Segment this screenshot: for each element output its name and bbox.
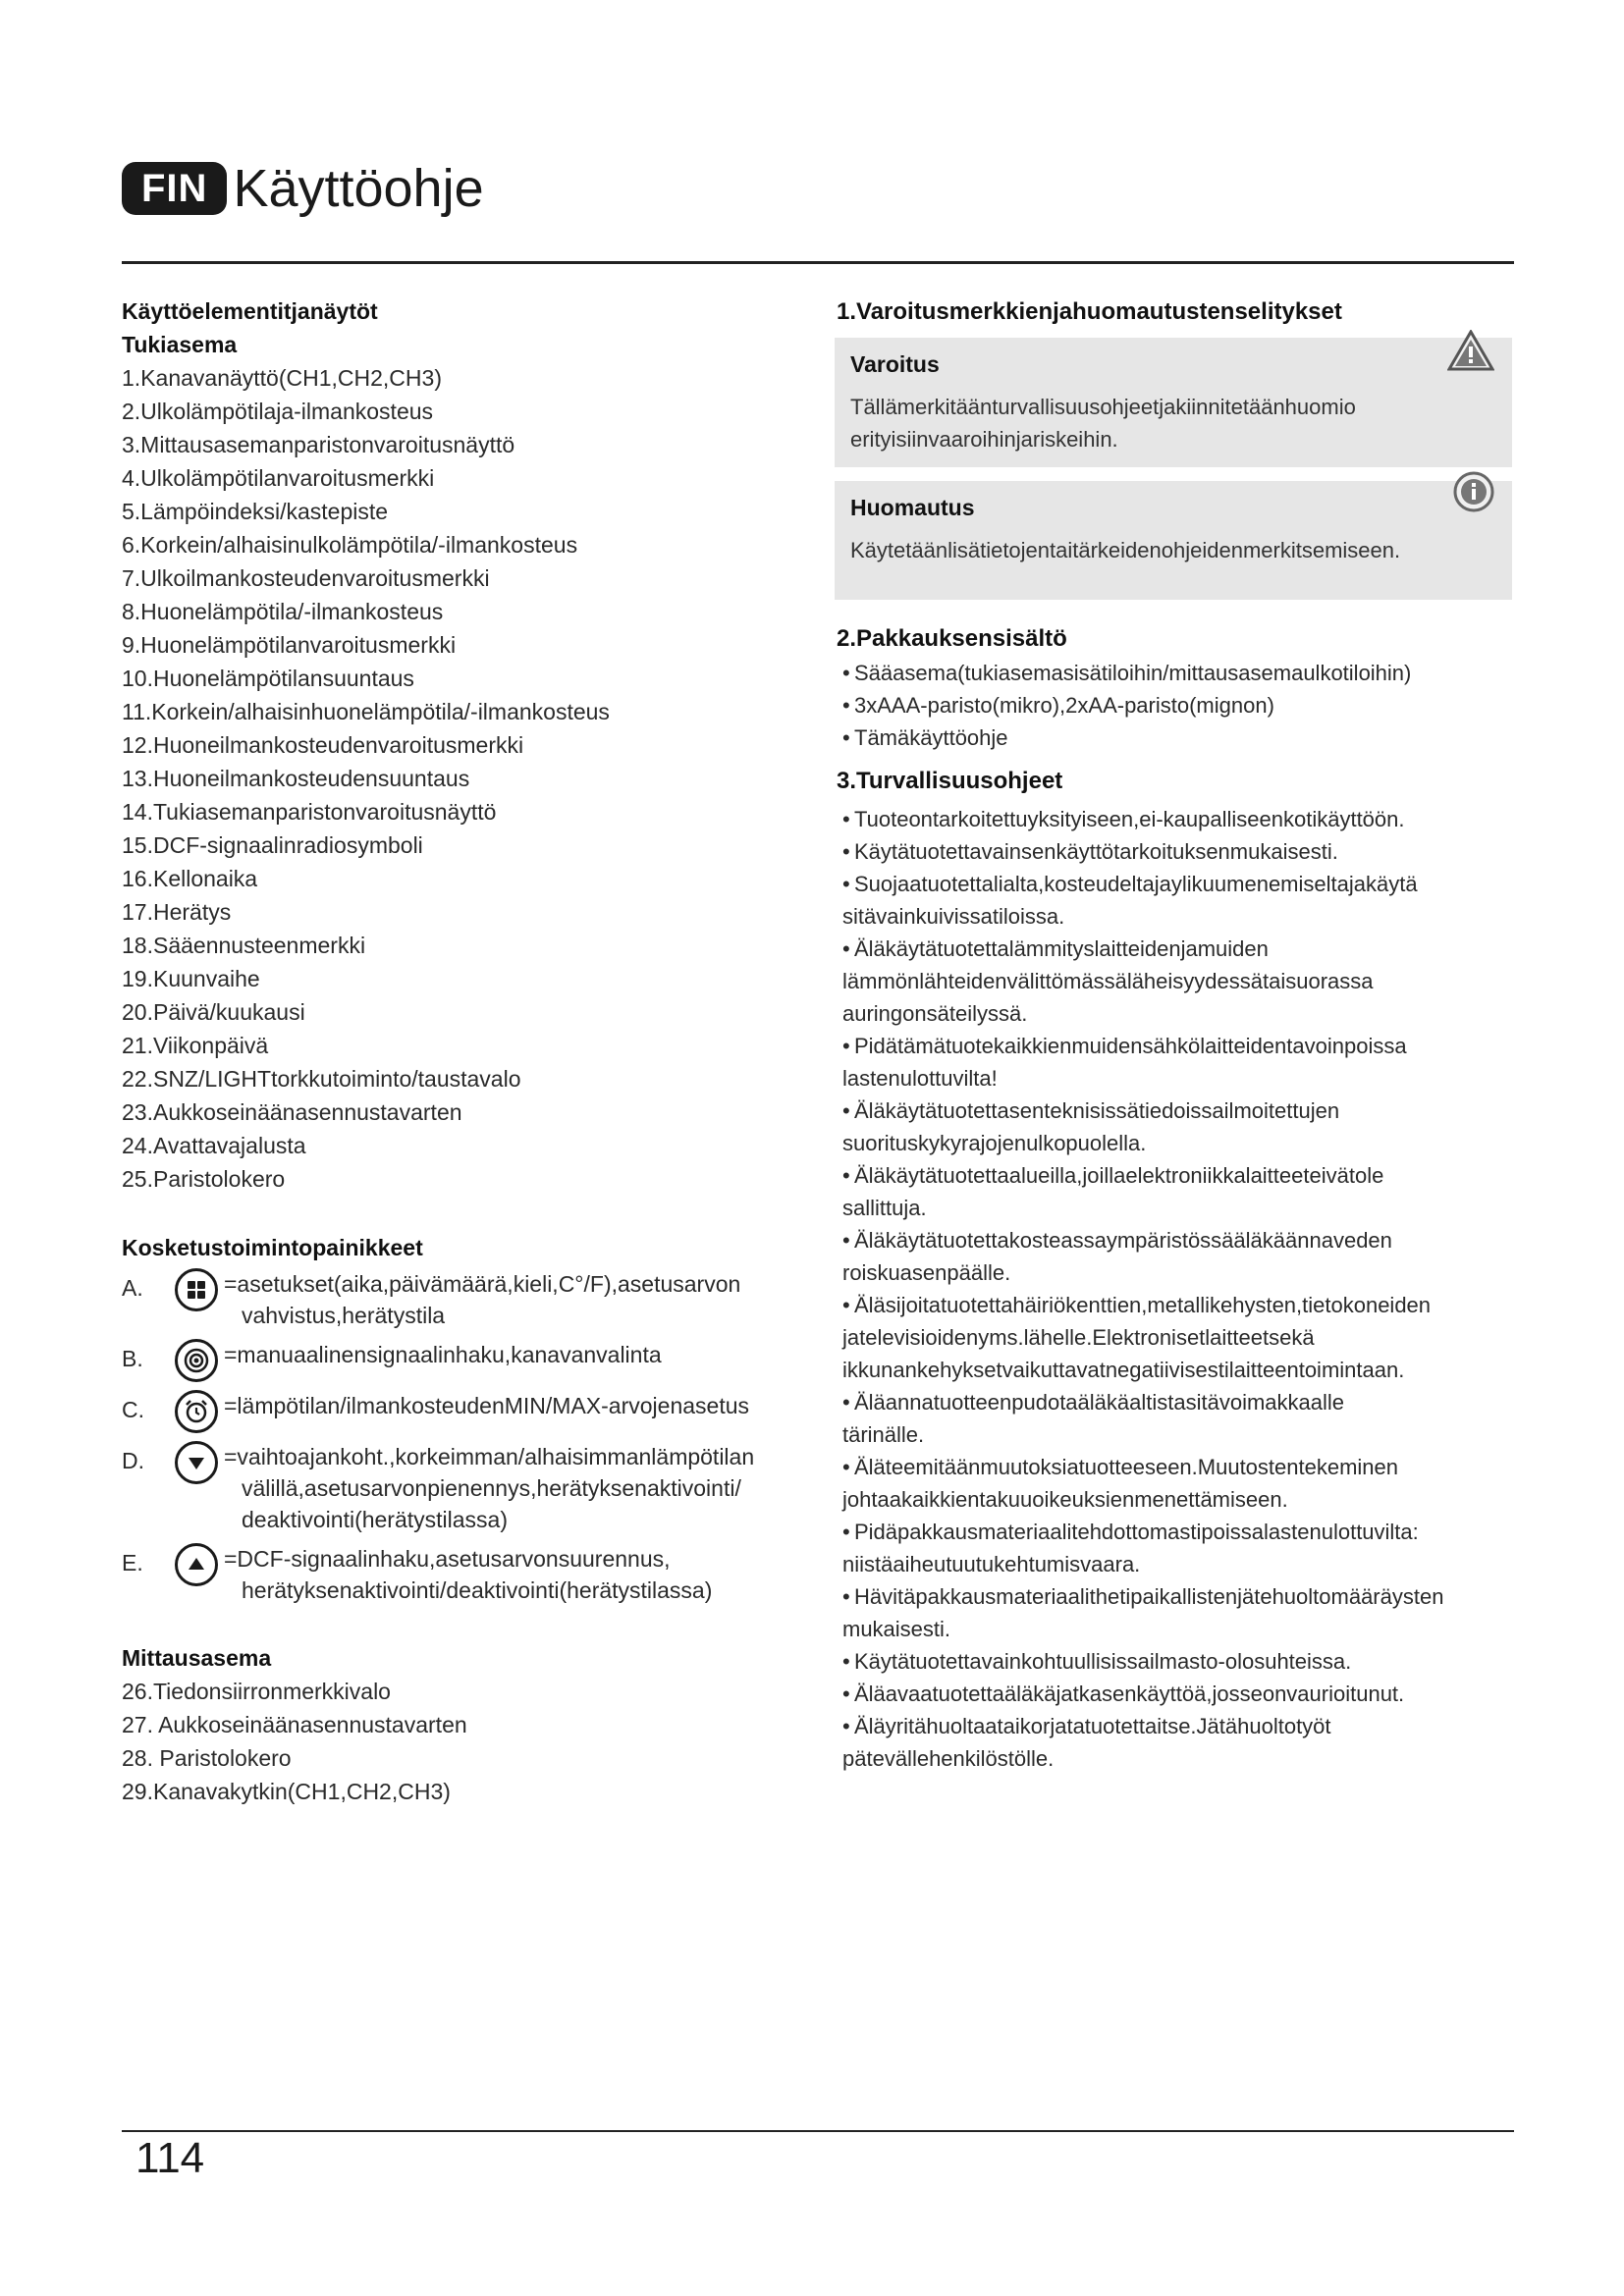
warning-text-line: erityisiinvaaroihinjariskeihin.: [850, 427, 1118, 452]
sensor-list: [122, 1675, 809, 1808]
arrow-down-icon: [175, 1441, 218, 1484]
bullet-item: [837, 1451, 1514, 1516]
section-1-title: 1.Varoitusmerkkienjahuomautustenselitykset: [837, 298, 1342, 325]
touch-button-entry: [122, 1390, 809, 1433]
bullet-item: [837, 1678, 1514, 1710]
bullet-line: Äläavaatuotettaäläkäjatkasenkäyttöä,josseonvaurioitunut.: [854, 1682, 1405, 1706]
touch-buttons-list: [122, 1268, 809, 1606]
touch-buttons-title: Kosketustoimintopainikkeet: [122, 1235, 423, 1260]
button-description-line: =asetukset(aika,päivämäärä,kieli,C°/F),asetusarvon: [224, 1271, 741, 1297]
list-item: 16.Kellonaika: [122, 866, 258, 891]
bullet-line: lämmönlähteidenvälittömässäläheisyydessätaisuorassa: [842, 969, 1374, 993]
list-item: 11.Korkein/alhaisinhuonelämpötila/-ilmankosteus: [122, 699, 610, 724]
language-badge: FIN: [122, 162, 227, 215]
page-number: 114: [135, 2134, 205, 2182]
button-description-line: =DCF-signaalinhaku,asetusarvonsuurennus,: [224, 1546, 671, 1572]
button-description-line: välillä,asetusarvonpienennys,herätyksenaktivointi/: [242, 1475, 741, 1501]
bullet-item: [837, 1095, 1514, 1159]
bullet-line: ikkunankehyksetvaikuttavatnegatiivisestilaitteentoimintaan.: [842, 1358, 1405, 1382]
list-item: 14.Tukiasemanparistonvaroitusnäyttö: [122, 799, 497, 825]
bullet-item: [837, 1224, 1514, 1289]
bullet-item: [837, 1710, 1514, 1775]
bullet-item: [837, 1386, 1514, 1451]
bullet-item: [837, 1030, 1514, 1095]
bullet-item: [837, 933, 1514, 1030]
warning-title: Varoitus: [850, 351, 940, 377]
list-item: 24.Avattavajalusta: [122, 1133, 306, 1158]
document-header: [122, 157, 484, 220]
bullet-line: pätevällehenkilöstölle.: [842, 1746, 1055, 1771]
bullet-line: Äläteemitäänmuutoksiatuotteeseen.Muutostentekeminen: [854, 1455, 1399, 1479]
bullet-item: [837, 1580, 1514, 1645]
button-description: [224, 1543, 809, 1606]
bullet-line: Äläkäytätuotettaalueilla,joillaelektroniikkalaitteeteivätole: [854, 1163, 1384, 1188]
button-description-line: vahvistus,herätystila: [242, 1303, 446, 1328]
touch-button-entry: [122, 1339, 809, 1382]
bullet-line: Tuoteontarkoitettuyksityiseen,ei-kaupalliseenkotikäyttöön.: [854, 807, 1405, 831]
sensor-title: Mittausasema: [122, 1645, 272, 1671]
bullet-line: tärinälle.: [842, 1422, 925, 1447]
list-item: 4.Ulkolämpötilanvaroitusmerkki: [122, 465, 435, 491]
button-description-line: =vaihtoajankoht.,korkeimman/alhaisimmanlämpötilan: [224, 1444, 755, 1469]
list-item: 3.Mittausasemanparistonvaroitusnäyttö: [122, 432, 515, 457]
button-description: [224, 1390, 809, 1433]
list-item: 5.Lämpöindeksi/kastepiste: [122, 499, 389, 524]
list-item: 2.Ulkolämpötilaja-ilmankosteus: [122, 399, 434, 424]
list-item: 29.Kanavakytkin(CH1,CH2,CH3): [122, 1779, 451, 1804]
section-title-controls: Käyttöelementitjanäytöt: [122, 298, 378, 324]
note-box: [835, 481, 1512, 600]
button-description: [224, 1339, 809, 1382]
bullet-line: Äläannatuotteenpudotaäläkäaltistasitävoimakkaalle: [854, 1390, 1345, 1415]
touch-button-entry: [122, 1441, 809, 1535]
bullet-line: suorituskykyrajojenulkopuolella.: [842, 1131, 1147, 1155]
list-item: 18.Sääennusteenmerkki: [122, 933, 366, 958]
section-3-title: 3.Turvallisuusohjeet: [837, 768, 1063, 794]
bullet-line: mukaisesti.: [842, 1617, 951, 1641]
bullet-line: jatelevisioidenyms.lähelle.Elektronisetlaitteetsekä: [842, 1325, 1315, 1350]
bullet-line: auringonsäteilyssä.: [842, 1001, 1028, 1026]
bullet-item: • Sääasema(tukiasemasisätiloihin/mittausasemaulkotiloihin): [837, 657, 1514, 689]
list-item: 21.Viikonpäivä: [122, 1033, 269, 1058]
bullet-item: [837, 868, 1514, 933]
bullet-line: roiskuasenpäälle.: [842, 1260, 1011, 1285]
list-item: 22.SNZ/LIGHTtorkkutoiminto/taustavalo: [122, 1066, 521, 1092]
list-item: 26.Tiedonsiirronmerkkivalo: [122, 1679, 391, 1704]
bullet-line: sallittuja.: [842, 1196, 927, 1220]
bullet-item: [837, 1159, 1514, 1224]
bullet-line: Käytätuotettavainkohtuullisissailmasto-olosuhteissa.: [854, 1649, 1352, 1674]
bullet-line: niistäaiheutuutukehtumisvaara.: [842, 1552, 1141, 1576]
list-item: 25.Paristolokero: [122, 1166, 286, 1192]
grid-icon: [175, 1268, 218, 1311]
signal-icon: [175, 1339, 218, 1382]
arrow-up-icon: [175, 1543, 218, 1586]
list-item: 27. Aukkoseinäänasennustavarten: [122, 1712, 467, 1737]
button-description: [224, 1441, 809, 1535]
list-item: 10.Huonelämpötilansuuntaus: [122, 666, 414, 691]
warning-triangle-icon: [1447, 330, 1494, 376]
button-letter: B.: [122, 1346, 143, 1371]
right-column: [837, 294, 1514, 1775]
info-icon: [1453, 471, 1494, 517]
base-station-title: Tukiasema: [122, 332, 238, 357]
left-column: [122, 294, 809, 1808]
list-item: 1.Kanavanäyttö(CH1,CH2,CH3): [122, 365, 442, 391]
bullet-item: [837, 835, 1514, 868]
list-item: 9.Huonelämpötilanvaroitusmerkki: [122, 632, 457, 658]
warning-text: [850, 391, 1498, 455]
warning-text-line: Tällämerkitäänturvallisuusohjeetjakiinnitetäänhuomio: [850, 395, 1356, 419]
list-item: 23.Aukkoseinäänasennustavarten: [122, 1099, 462, 1125]
bullet-line: sitävainkuivissatiloissa.: [842, 904, 1065, 929]
bullet-line: Käytätuotettavainsenkäyttötarkoituksenmukaisesti.: [854, 839, 1338, 864]
button-description: [224, 1268, 809, 1331]
touch-button-entry: [122, 1543, 809, 1606]
list-item: 28. Paristolokero: [122, 1745, 292, 1771]
button-letter: C.: [122, 1397, 144, 1422]
button-description-line: =manuaalinensignaalinhaku,kanavanvalinta: [224, 1342, 662, 1367]
bullet-line: Äläsijoitatuotettahäiriökenttien,metallikehysten,tietokoneiden: [854, 1293, 1432, 1317]
alarm-clock-icon: [175, 1390, 218, 1433]
bullet-item: • Tämäkäyttöohje: [837, 721, 1514, 754]
document-title: Käyttöohje: [233, 159, 484, 218]
touch-button-entry: [122, 1268, 809, 1331]
list-item: 6.Korkein/alhaisinulkolämpötila/-ilmankosteus: [122, 532, 578, 558]
bullet-line: Pidäpakkausmateriaalitehdottomastipoissalastenulottuvilta:: [854, 1520, 1419, 1544]
bullet-line: lastenulottuvilta!: [842, 1066, 998, 1091]
list-item: 17.Herätys: [122, 899, 232, 925]
list-item: 12.Huoneilmankosteudenvaroitusmerkki: [122, 732, 524, 758]
button-description-line: deaktivointi(herätystilassa): [242, 1507, 509, 1532]
button-letter: D.: [122, 1448, 144, 1473]
top-divider: [122, 261, 1514, 264]
bullet-line: Pidätämätuotekaikkienmuidensähkölaitteidentavoinpoissa: [854, 1034, 1407, 1058]
bullet-item: [837, 1516, 1514, 1580]
bullet-item: • 3xAAA-paristo(mikro),2xAA-paristo(mignon): [837, 689, 1514, 721]
list-item: 7.Ulkoilmankosteudenvaroitusmerkki: [122, 565, 490, 591]
bullet-item: [837, 1289, 1514, 1386]
button-description-line: herätyksenaktivointi/deaktivointi(herätystilassa): [242, 1577, 713, 1603]
list-item: 8.Huonelämpötila/-ilmankosteus: [122, 599, 444, 624]
list-item: 13.Huoneilmankosteudensuuntaus: [122, 766, 470, 791]
package-contents-list: [837, 657, 1514, 754]
section-2-title: 2.Pakkauksensisältö: [837, 625, 1067, 652]
bullet-item: [837, 1645, 1514, 1678]
list-item: 15.DCF-signaalinradiosymboli: [122, 832, 423, 858]
bullet-line: Äläyritähuoltaataikorjatatuotettaitse.Jätähuoltotyöt: [854, 1714, 1331, 1738]
list-item: 19.Kuunvaihe: [122, 966, 260, 991]
bottom-divider: [122, 2130, 1514, 2132]
base-station-list: [122, 361, 809, 1196]
bullet-line: Äläkäytätuotettakosteassaympäristössääläkäännaveden: [854, 1228, 1392, 1253]
bullet-line: Suojaatuotettalialta,kosteudeltajaylikuumenemiseltajakäytä: [854, 872, 1418, 896]
note-text: Käytetäänlisätietojentaitärkeidenohjeidenmerkitsemiseen.: [850, 538, 1401, 562]
note-title: Huomautus: [850, 495, 975, 520]
bullet-line: Äläkäytätuotettalämmityslaitteidenjamuiden: [854, 936, 1269, 961]
bullet-line: Äläkäytätuotettasenteknisissätiedoissailmoitettujen: [854, 1098, 1340, 1123]
safety-list: [837, 803, 1514, 1775]
bullet-line: Hävitäpakkausmateriaalithetipaikallistenjätehuoltomääräysten: [854, 1584, 1444, 1609]
button-letter: E.: [122, 1550, 143, 1575]
warning-box: [835, 338, 1512, 467]
list-item: 20.Päivä/kuukausi: [122, 999, 305, 1025]
bullet-item: [837, 803, 1514, 835]
bullet-line: johtaakaikkientakuuoikeuksienmenettämiseen.: [842, 1487, 1288, 1512]
button-description-line: =lämpötilan/ilmankosteudenMIN/MAX-arvojenasetus: [224, 1393, 750, 1418]
button-letter: A.: [122, 1275, 143, 1301]
